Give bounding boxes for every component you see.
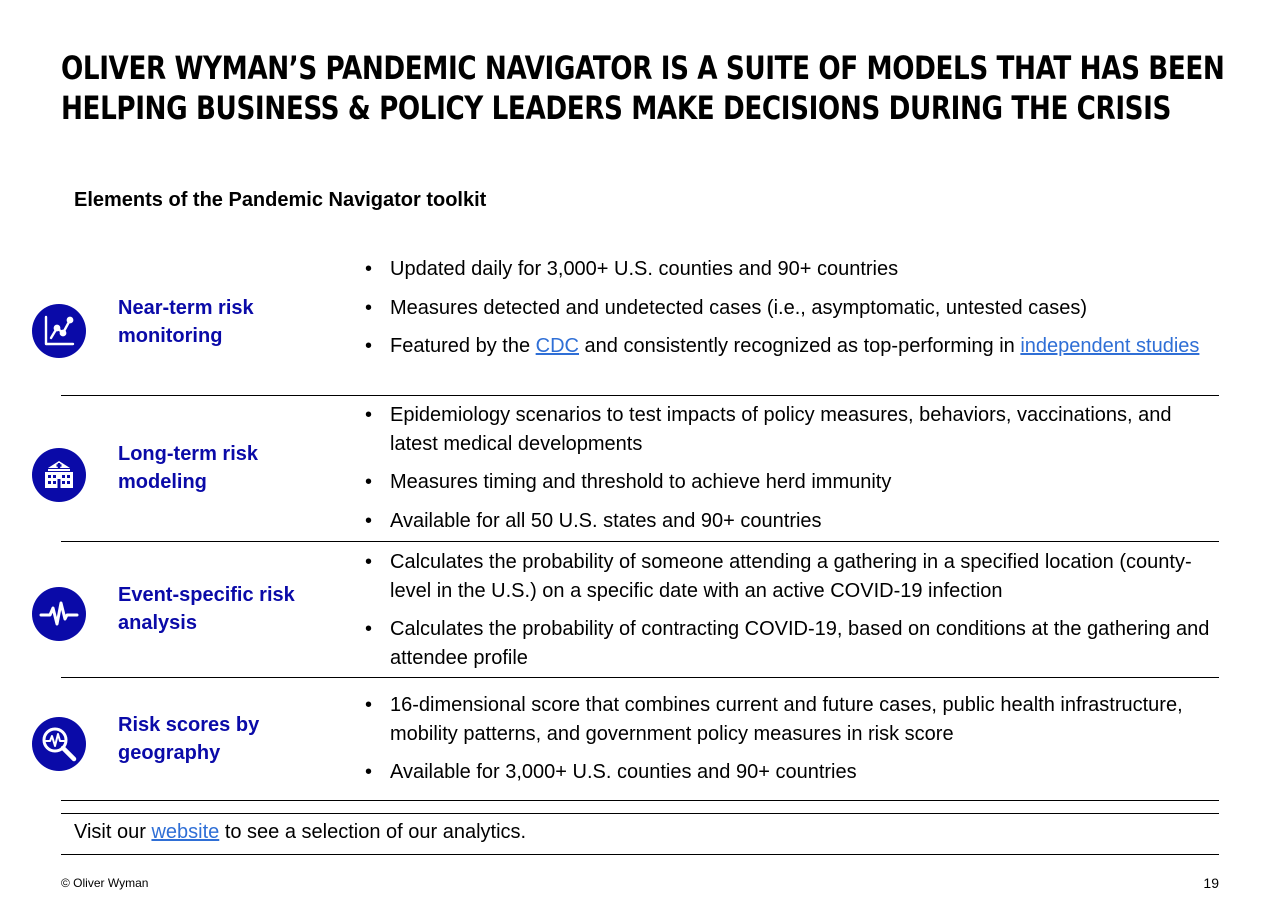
footer-note: Visit our website to see a selection of our analytics. [74, 821, 527, 843]
bullet-item: • Epidemiology scenarios to test impacts of policy measures, behaviors, vaccinations, and latest medical developments [362, 401, 1212, 458]
bullet-item: • Available for all 50 U.S. states and 90+ countries [362, 507, 1212, 536]
page-title [61, 48, 1225, 128]
cdc-link[interactable]: CDC [535, 335, 579, 357]
row-label: Near-term risk monitoring [118, 297, 254, 347]
title-line-2: HELPING BUSINESS & POLICY LEADERS MAKE DECISIONS DURING THE CRISIS [61, 89, 1172, 127]
independent-studies-link[interactable]: independent studies [1020, 335, 1200, 357]
title-line-1: OLIVER WYMAN’S PANDEMIC NAVIGATOR IS A SUITE OF MODELS THAT HAS BEEN [61, 49, 1225, 87]
footer-divider-top [61, 813, 1219, 814]
hospital-icon [32, 448, 86, 502]
bullet-item: • Calculates the probability of contracting COVID-19, based on conditions at the gathering and attendee profile [362, 615, 1212, 672]
bullet-list [362, 401, 1212, 545]
bullet-item: • Featured by the CDC and consistently recognized as top-performing in independent studies [362, 332, 1212, 361]
row-label: Risk scores by geography [118, 714, 260, 764]
bullet-item: • Calculates the probability of someone attending a gathering in a specified location (county-level in the U.S.) on a specific date with an active COVID-19 infection [362, 548, 1212, 605]
row-divider [61, 677, 1219, 678]
footer-divider-bottom [61, 854, 1219, 855]
row-divider [61, 395, 1219, 396]
page-number: 19 [1203, 875, 1219, 891]
copyright: © Oliver Wyman [61, 876, 149, 890]
bullet-list [362, 548, 1212, 682]
section-subtitle: Elements of the Pandemic Navigator toolkit [74, 189, 487, 211]
row-label: Long-term risk modeling [118, 443, 259, 493]
bullet-item: • Updated daily for 3,000+ U.S. counties and 90+ countries [362, 255, 1212, 284]
row-divider [61, 541, 1219, 542]
bullet-item: • Measures timing and threshold to achieve herd immunity [362, 468, 1212, 497]
bullet-list [362, 691, 1212, 797]
heartbeat-icon [32, 587, 86, 641]
bullet-item: • 16-dimensional score that combines current and future cases, public health infrastructure, mobility patterns, and government policy measures in risk score [362, 691, 1212, 748]
website-link[interactable]: website [151, 821, 220, 843]
bullet-item: • Measures detected and undetected cases (i.e., asymptomatic, untested cases) [362, 294, 1212, 323]
bullet-list [362, 255, 1212, 371]
line-chart-icon [32, 304, 86, 358]
row-divider [61, 800, 1219, 801]
bullet-item: • Available for 3,000+ U.S. counties and 90+ countries [362, 758, 1212, 787]
row-label: Event-specific risk analysis [118, 584, 295, 634]
magnifier-pulse-icon [32, 717, 86, 771]
